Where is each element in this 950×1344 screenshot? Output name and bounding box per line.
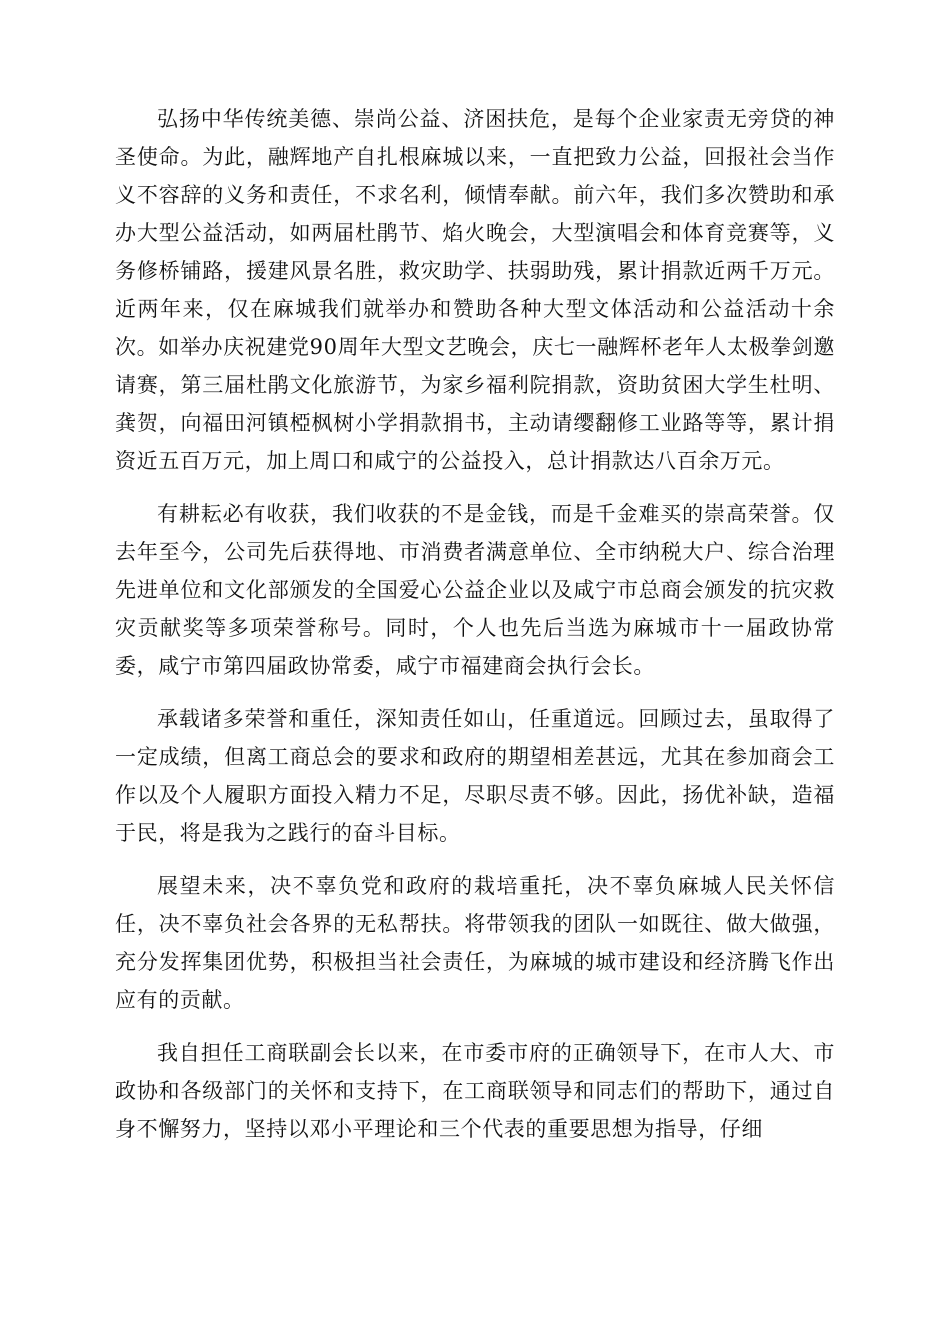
paragraph-honors: 有耕耘必有收获，我们收获的不是金钱，而是千金难买的崇高荣誉。仅去年至今，公司先后获得地、市消费者满意单位、全市纳税大户、综合治理先进单位和文化部颁发的全国爱心公益企业以及咸宁市总商会颁发的抗灾救灾贡献奖等多项荣誉称号。同时，个人也先后当选为麻城市十一届政协常委，咸宁市第四届政协常委，咸宁市福建商会执行会长。 [115,502,835,678]
paragraph-responsibility: 承载诸多荣誉和重任，深知责任如山，任重道远。回顾过去，虽取得了一定成绩，但离工商总会的要求和政府的期望相差甚远，尤其在参加商会工作以及个人履职方面投入精力不足，尽职尽责不够。因此，扬优补缺，造福于民，将是我为之践行的奋斗目标。 [115,707,835,845]
paragraph-tenure: 我自担任工商联副会长以来，在市委市府的正确领导下，在市人大、市政协和各级部门的关怀和支持下，在工商联领导和同志们的帮助下，通过自身不懈努力，坚持以邓小平理论和三个代表的重要思想为指导，仔细 [115,1041,835,1141]
paragraph-charity: 弘扬中华传统美德、崇尚公益、济困扶危，是每个企业家责无旁贷的神圣使命。为此，融辉地产自扎根麻城以来，一直把致力公益，回报社会当作义不容辞的义务和责任，不求名利，倾情奉献。前六年，我们多次赞助和承办大型公益活动，如两届杜鹃节、焰火晚会，大型演唱会和体育竞赛等，义务修桥铺路，援建风景名胜，救灾助学、扶弱助残，累计捐款近两千万元。近两年来，仅在麻城我们就举办和赞助各种大型文体活动和公益活动十余次。如举办庆祝建党90周年大型文艺晚会，庆七一融辉杯老年人太极拳剑邀请赛，第三届杜鹃文化旅游节，为家乡福利院捐款，资助贫困大学生杜明、龚贺，向福田河镇椏枫树小学捐款捐书，主动请缨翻修工业路等等，累计捐资近五百万元，加上周口和咸宁的公益投入，总计捐款达八百余万元。 [115,107,835,473]
paragraph-outlook: 展望未来，决不辜负党和政府的栽培重托，决不辜负麻城人民关怀信任，决不辜负社会各界的无私帮扶。将带领我的团队一如既往、做大做强，充分发挥集团优势，积极担当社会责任，为麻城的城市建设和经济腾飞作出应有的贡献。 [115,874,835,1012]
document-body [115,100,835,1163]
